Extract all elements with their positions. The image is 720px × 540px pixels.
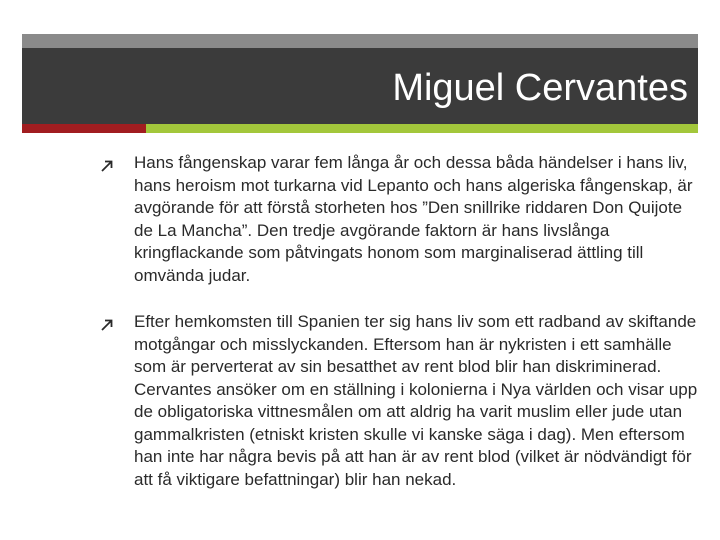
bullet-item <box>100 311 700 491</box>
header-top-strip <box>22 34 698 48</box>
arrow-up-right-icon <box>100 316 114 330</box>
accent-bar-green <box>146 124 698 133</box>
bullet-item <box>100 152 700 287</box>
accent-bar-red <box>22 124 146 133</box>
arrow-up-right-icon <box>100 157 114 171</box>
title-bar <box>22 48 698 124</box>
bullet-text: Efter hemkomsten till Spanien ter sig hans liv som ett radband av skiftande motgångar och misslyckanden. Eftersom han är nykristen i ett samhälle som är perverterat av sin besatthet av rent blod blir han diskriminerad. Cervantes ansöker om en ställning i kolonierna i Nya världen och visar upp de obligatoriska vittnesmålen om att aldrig ha varit muslim eller jude utan gammalkristen (etniskt kristen skulle vi kanske säga i dag). Men eftersom han inte har några bevis på att han är av rent blod (vilket är nödvändigt för att få viktigare befattningar) blir han nekad. <box>134 312 698 489</box>
slide-title: Miguel Cervantes <box>392 67 688 109</box>
bullet-list <box>100 152 700 515</box>
bullet-text: Hans fångenskap varar fem långa år och dessa båda händelser i hans liv, hans heroism mot turkarna vid Lepanto och hans algeriska fångenskap, är avgörande för att förstå storheten hos ”Den snillrike riddaren Don Quijote de La Mancha”. Den tredje avgörande faktorn är hans livslånga kringflackande som påtvingats honom som marginaliserad ättling till omvända judar. <box>134 153 693 285</box>
